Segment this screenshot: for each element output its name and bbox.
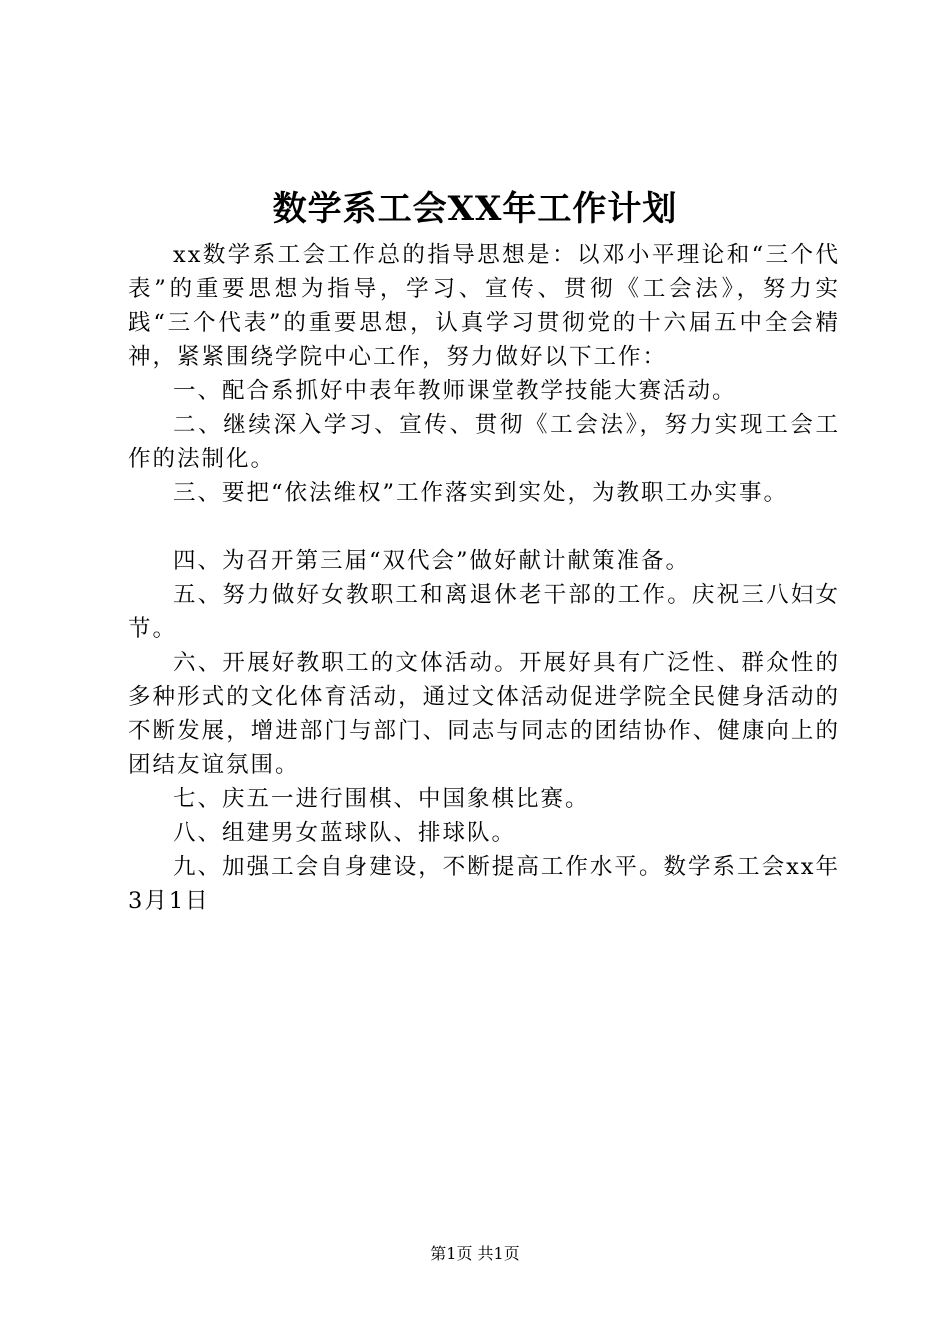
page-number-footer: 第1页 共1页: [430, 1244, 520, 1263]
document-title: 数学系工会XX年工作计划: [272, 189, 678, 229]
paragraph-item-5: 五、努力做好女教职工和离退休老干部的工作。庆祝三八妇女节。: [128, 582, 840, 642]
paragraph-item-2: 二、继续深入学习、宣传、贯彻《工会法》，努力实现工会工作的法制化。: [128, 412, 840, 472]
paragraph-item-7: 七、庆五一进行围棋、中国象棋比赛。: [173, 786, 590, 812]
paragraph-item-8: 八、组建男女蓝球队、排球队。: [173, 820, 517, 846]
paragraph-item-1: 一、配合系抓好中表年教师课堂教学技能大赛活动。: [173, 378, 737, 404]
paragraph-item-6: 六、开展好教职工的文体活动。开展好具有广泛性、群众性的多种形式的文化体育活动，通过文体活动促进学院全民健身活动的不断发展，增进部门与部门、同志与同志的团结协作、健康向上的团结友谊氛围。: [128, 650, 840, 778]
paragraph-intro: xx数学系工会工作总的指导思想是：以邓小平理论和“三个代表”的重要思想为指导，学习、宣传、贯彻《工会法》，努力实践“三个代表”的重要思想，认真学习贯彻党的十六届五中全会精神，紧紧围绕学院中心工作，努力做好以下工作：: [128, 242, 840, 370]
document-body: [128, 238, 840, 918]
paragraph-item-4: 四、为召开第三届“双代会”做好献计献策准备。: [173, 548, 691, 574]
paragraph-item-3: 三、要把“依法维权”工作落实到实处，为教职工办实事。: [173, 480, 789, 506]
paragraph-item-9: 九、加强工会自身建设，不断提高工作水平。数学系工会xx年3月1日: [128, 854, 840, 914]
